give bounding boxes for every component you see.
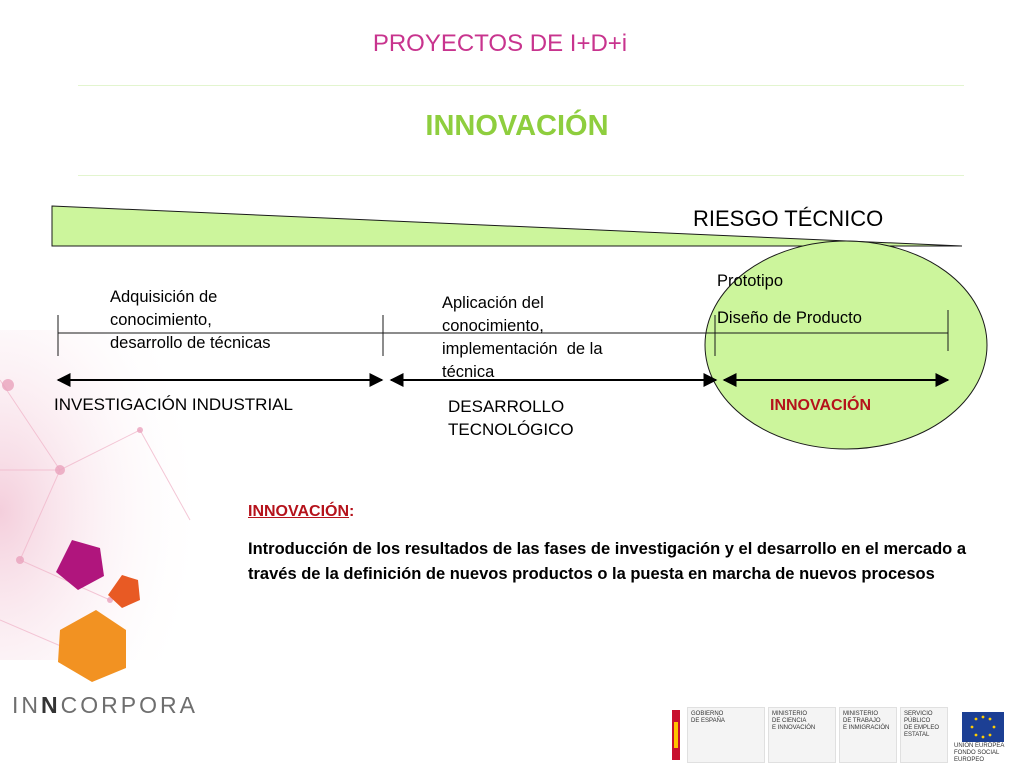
definition-heading: INNOVACIÓN:	[248, 503, 355, 520]
definition-body: Introducción de los resultados de las fases de investigación y el desarrollo en el mercado a través de la definición de nuevos productos o la puesta en marcha de nuevos procesos	[248, 540, 966, 583]
inncorpora-logo-text: INNCORPORA	[12, 692, 198, 718]
phase1-label: INVESTIGACIÓN INDUSTRIAL	[54, 395, 293, 414]
ministerio-ciencia-logo: MINISTERIO DE CIENCIA E INNOVACIÓN	[768, 707, 836, 763]
gobierno-logo: GOBIERNO DE ESPAÑA	[687, 707, 765, 763]
ministerio-trabajo-logo: MINISTERIO DE TRABAJO E INMIGRACIÓN	[839, 707, 897, 763]
top-divider	[78, 85, 964, 86]
sponsor-logos	[670, 707, 1022, 763]
bottom-divider	[78, 175, 964, 176]
phase3-label: INNOVACIÓN	[770, 397, 872, 414]
risk-label: RIESGO TÉCNICO	[693, 206, 884, 231]
stage3-product-design: Diseño de Producto	[717, 309, 862, 327]
stage1-description: Adquisición de conocimiento, desarrollo de técnicas	[110, 288, 271, 352]
section-title: INNOVACIÓN	[425, 110, 609, 142]
eu-logo: UNIÓN EUROPEA FONDO SOCIAL EUROPEO	[954, 743, 1005, 763]
phase2-label: DESARROLLO TECNOLÓGICO	[448, 397, 574, 439]
stage3-prototype: Prototipo	[717, 272, 784, 290]
stage2-description: Aplicación del conocimiento, implementación de la técnica	[442, 294, 603, 381]
page-title: PROYECTOS DE I+D+i	[372, 30, 628, 57]
servicio-empleo-logo: SERVICIO PÚBLICO DE EMPLEO ESTATAL	[900, 707, 948, 763]
